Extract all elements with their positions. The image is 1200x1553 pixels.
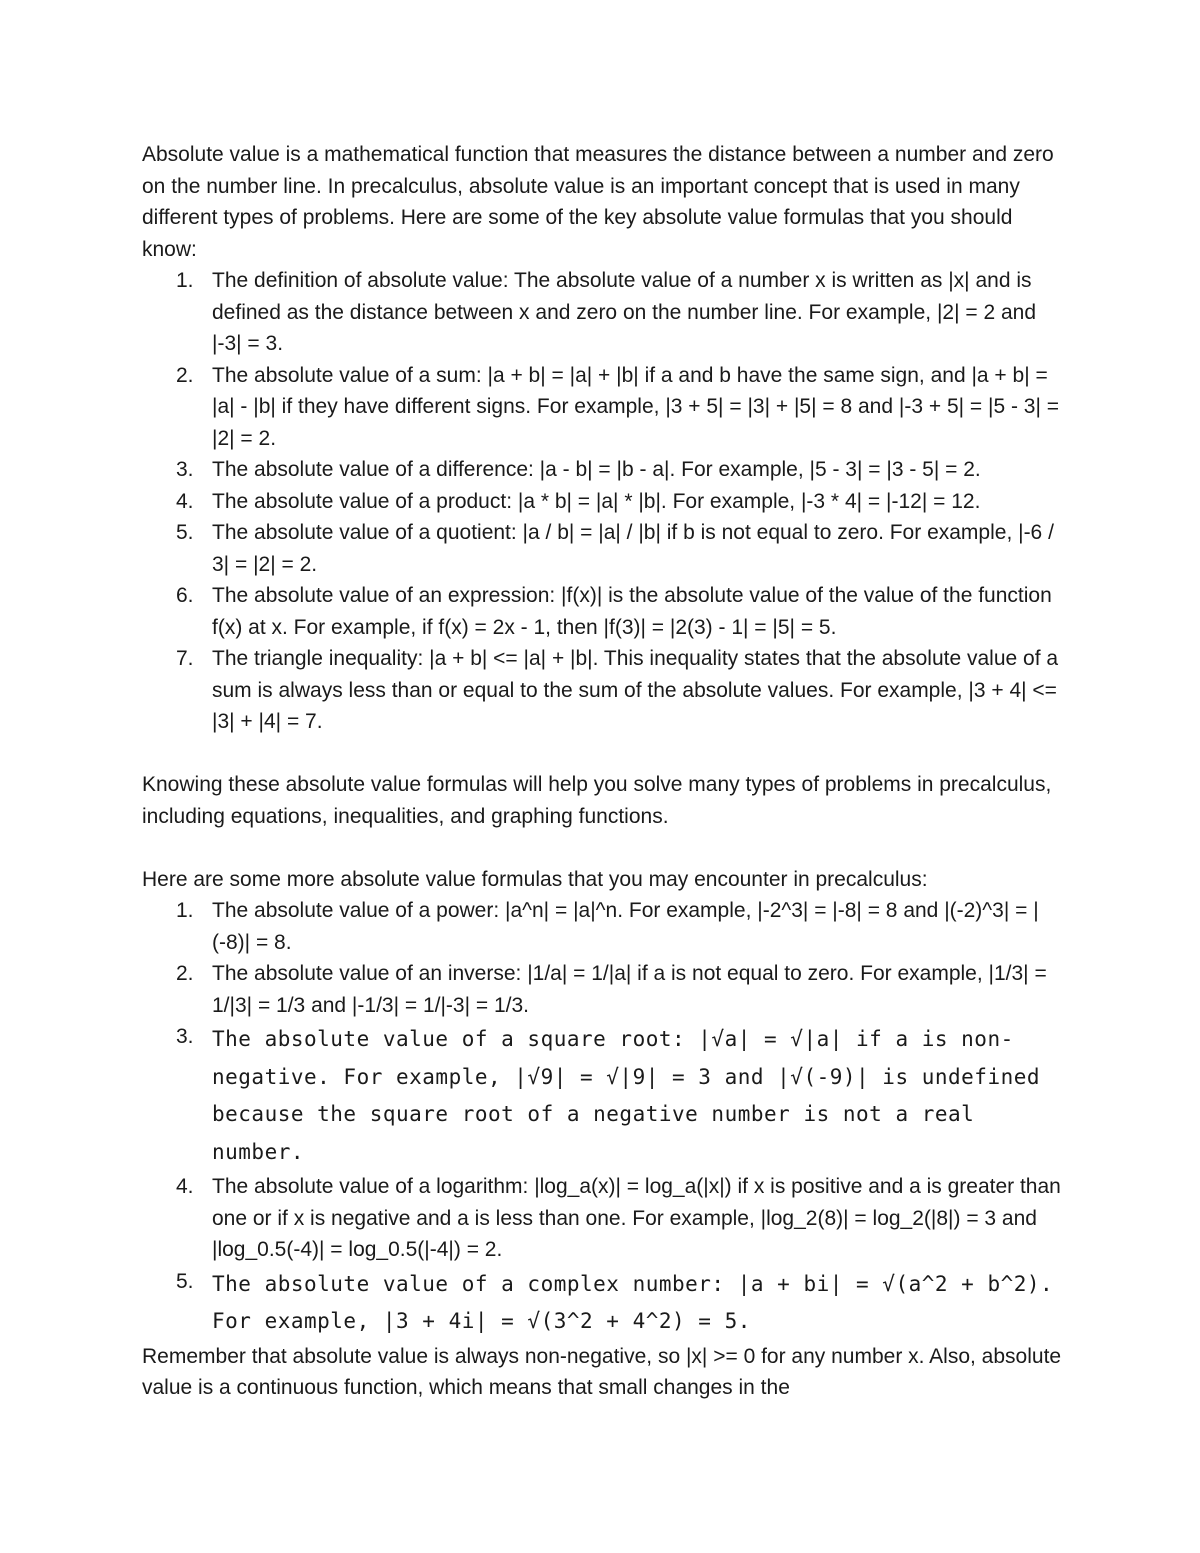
- list-item-number: 3.: [176, 458, 194, 481]
- spacer: [142, 832, 1062, 864]
- list-item-text: The absolute value of a square root: |√a| = √|a| if a is non-negative. For example, |√9| = √|9| = 3 and |√(-9)| is undefined because the square root of a negative number is not a real number.: [212, 1027, 1041, 1164]
- list-item-text: The triangle inequality: |a + b| <= |a| + |b|. This inequality states that the absolute value of a sum is always less than or equal to the sum of the absolute values. For example, |3 + 4| <= |3| + |4| = 7.: [212, 647, 1059, 733]
- list-item-number: 3.: [176, 1025, 194, 1048]
- more-formulas-heading: Here are some more absolute value formulas that you may encounter in precalculus:: [142, 867, 928, 891]
- list-item-text: The absolute value of a logarithm: |log_a(x)| = log_a(|x|) if x is positive and a is greater than one or if x is negative and a is less than one. For example, |log_2(8)| = log_2(|8|) = 3 and |log_0.5(-4)| = log_0.5(|-4|) = 2.: [212, 1175, 1061, 1261]
- list-item-text: The absolute value of a sum: |a + b| = |a| + |b| if a and b have the same sign, and |a + b| = |a| - |b| if they have different signs. For example, |3 + 5| = |3| + |5| = 8 and |-3 + 5| = |5 - 3| = |2| = 2.: [212, 363, 1060, 450]
- list-item-text: The absolute value of a difference: |a - b| = |b - a|. For example, |5 - 3| = |3 - 5| = 2.: [212, 458, 981, 481]
- list-item-number: 2.: [176, 363, 194, 387]
- list-item-text: The definition of absolute value: The absolute value of a number x is written as |x| and is defined as the distance between x and zero on the number line. For example, |2| = 2 and |-3| = 3.: [212, 269, 1037, 355]
- list-item-number: 6.: [176, 584, 194, 607]
- list-item-number: 2.: [176, 962, 194, 985]
- intro-paragraph: Absolute value is a mathematical function that measures the distance between a number and zero on the number line. In precalculus, absolute value is an important concept that is used in many different types of problems. Here are some of the key absolute value formulas that you should know:: [142, 143, 1054, 261]
- summary-paragraph: Knowing these absolute value formulas will help you solve many types of problems in precalculus, including equations, inequalities, and graphing functions.: [142, 773, 1052, 828]
- list-item: [142, 1021, 1062, 1171]
- list-item: [142, 454, 1062, 486]
- list-item-number: 1.: [176, 899, 194, 922]
- list-item-text: The absolute value of a quotient: |a / b| = |a| / |b| if b is not equal to zero. For example, |-6 / 3| = |2| = 2.: [212, 521, 1054, 576]
- list-item-text: The absolute value of an expression: |f(x)| is the absolute value of the value of the function f(x) at x. For example, if f(x) = 2x - 1, then |f(3)| = |2(3) - 1| = |5| = 5.: [212, 584, 1052, 639]
- list-item-text: The absolute value of an inverse: |1/a| = 1/|a| if a is not equal to zero. For example, |1/3| = 1/|3| = 1/3 and |-1/3| = 1/|-3| = 1/3.: [212, 962, 1047, 1017]
- list-item-number: 4.: [176, 489, 194, 513]
- document-body: [142, 139, 1062, 1404]
- list-item: [142, 643, 1062, 738]
- list-item-text: The absolute value of a complex number: |a + bi| = √(a^2 + b^2). For example, |3 + 4i| = √(3^2 + 4^2) = 5.: [212, 1271, 1054, 1333]
- list-item: [142, 580, 1062, 643]
- list-item: [142, 265, 1062, 360]
- list-item: [142, 958, 1062, 1021]
- list-item-text: The absolute value of a product: |a * b| = |a| * |b|. For example, |-3 * 4| = |-12| = 12.: [212, 489, 981, 513]
- list-item-number: 4.: [176, 1175, 194, 1198]
- list-item: [142, 1266, 1062, 1341]
- list-item-number: 7.: [176, 647, 194, 670]
- list-item-number: 5.: [176, 521, 194, 544]
- key-formulas-list: [142, 265, 1062, 738]
- spacer: [142, 738, 1062, 770]
- list-item: [142, 1171, 1062, 1266]
- closing-paragraph: Remember that absolute value is always non-negative, so |x| >= 0 for any number x. Also, absolute value is a continuous function, which means that small changes in the: [142, 1344, 1062, 1399]
- more-formulas-list: [142, 895, 1062, 1341]
- list-item-text: The absolute value of a power: |a^n| = |a|^n. For example, |-2^3| = |-8| = 8 and |(-2)^3| = |(-8)| = 8.: [212, 899, 1039, 954]
- list-item: [142, 486, 1062, 518]
- list-item: [142, 517, 1062, 580]
- list-item-number: 5.: [176, 1269, 194, 1293]
- list-item: [142, 360, 1062, 455]
- list-item-number: 1.: [176, 269, 194, 292]
- list-item: [142, 895, 1062, 958]
